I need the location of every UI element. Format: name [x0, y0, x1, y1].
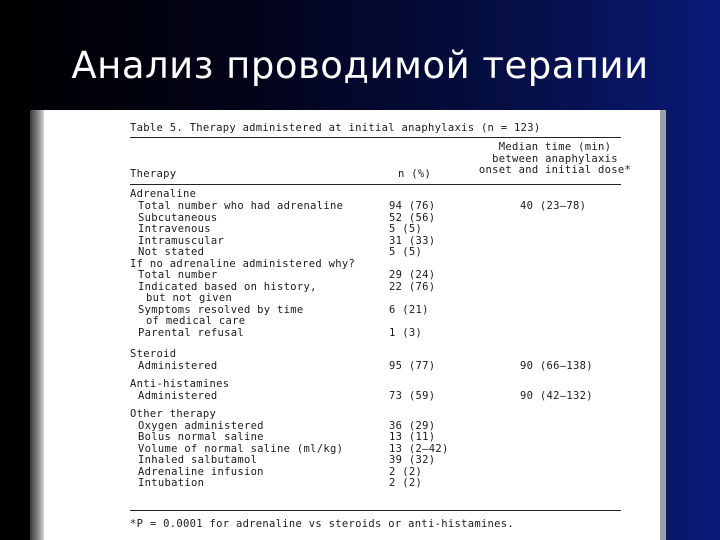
n-percent-value: 95 (77): [389, 360, 436, 372]
therapy-label: Oxygen administered: [138, 420, 264, 432]
n-percent-value: 29 (24): [389, 269, 436, 281]
table-row: [44, 223, 660, 235]
table-row: [44, 327, 660, 339]
median-header-line: Median time (min): [498, 141, 612, 153]
table-row: [44, 200, 660, 212]
median-header-line: between anaphylaxis: [492, 152, 618, 165]
table-top-rule: [130, 137, 621, 138]
therapy-label: but not given: [146, 292, 233, 304]
scan-edge-left: [30, 110, 44, 540]
therapy-label: Total number who had adrenaline: [138, 200, 344, 212]
n-percent-value: 36 (29): [389, 420, 436, 432]
therapy-label: Administered: [138, 390, 218, 402]
n-percent-value: 2 (2): [389, 477, 423, 489]
therapy-label: Total number: [138, 269, 218, 281]
n-percent-value: 22 (76): [389, 281, 436, 293]
n-percent-value: 1 (3): [389, 327, 423, 339]
therapy-label: Not stated: [138, 246, 205, 258]
median-header-line: onset and initial dose*: [478, 164, 632, 176]
n-percent-value: 73 (59): [389, 390, 436, 402]
therapy-label: Volume of normal saline (ml/kg): [138, 443, 344, 455]
table-row: [44, 188, 660, 200]
median-time-value: 40 (23–78): [520, 200, 587, 212]
header-rule: [130, 184, 621, 185]
therapy-label: of medical care: [146, 315, 246, 327]
n-percent-value: 5 (5): [389, 223, 423, 235]
therapy-label: Symptoms resolved by time: [138, 304, 304, 316]
table-row: [44, 454, 660, 466]
therapy-label: Parental refusal: [138, 327, 244, 339]
therapy-label: Adrenaline infusion: [138, 466, 264, 478]
median-time-value: 90 (66–138): [520, 360, 593, 372]
therapy-label: Adrenaline: [130, 188, 197, 200]
scan-edge-right: [660, 110, 666, 540]
table-row: [44, 477, 660, 489]
table-row: [44, 246, 660, 258]
n-percent-value: 52 (56): [389, 212, 436, 224]
table-row: [44, 360, 660, 372]
n-percent-value: 13 (2–42): [389, 443, 449, 455]
therapy-label: Indicated based on history,: [138, 281, 317, 293]
n-percent-value: 39 (32): [389, 454, 436, 466]
therapy-label: Intubation: [138, 477, 205, 489]
table-bottom-rule: [130, 510, 621, 511]
therapy-label: Anti-histamines: [130, 378, 230, 390]
table-footnote: *P = 0.0001 for adrenaline vs steroids or anti-histamines.: [130, 518, 515, 530]
table-caption: Table 5. Therapy administered at initial anaphylaxis (n = 123): [130, 122, 541, 134]
table-row: [44, 269, 660, 281]
therapy-label: Administered: [138, 360, 218, 372]
therapy-label: If no adrenaline administered why?: [130, 258, 356, 270]
table-row: [44, 315, 660, 327]
therapy-label: Intramuscular: [138, 235, 225, 247]
n-percent-value: 6 (21): [389, 304, 429, 316]
n-percent-value: 94 (76): [389, 200, 436, 212]
table-row: [44, 348, 660, 360]
therapy-label: Other therapy: [130, 408, 217, 420]
scanned-table-image: [30, 110, 666, 540]
median-time-header: [474, 142, 636, 177]
therapy-header: Therapy: [130, 168, 177, 180]
table-row: [44, 408, 660, 420]
n-percent-value: 5 (5): [389, 246, 423, 258]
therapy-table: [44, 110, 660, 540]
n-percent-value: 2 (2): [389, 466, 423, 478]
table-row: [44, 390, 660, 402]
table-row: [44, 292, 660, 304]
table-row: [44, 431, 660, 443]
therapy-label: Inhaled salbutamol: [138, 454, 258, 466]
therapy-label: Steroid: [130, 348, 177, 360]
therapy-label: Bolus normal saline: [138, 431, 264, 443]
n-percent-value: 13 (11): [389, 431, 436, 443]
slide-title: Анализ проводимой терапии: [71, 44, 649, 87]
n-percent-value: 31 (33): [389, 235, 436, 247]
therapy-label: Subcutaneous: [138, 212, 218, 224]
therapy-label: Intravenous: [138, 223, 211, 235]
n-percent-header: n (%): [398, 168, 432, 180]
table-row: [44, 378, 660, 390]
median-time-value: 90 (42–132): [520, 390, 593, 402]
